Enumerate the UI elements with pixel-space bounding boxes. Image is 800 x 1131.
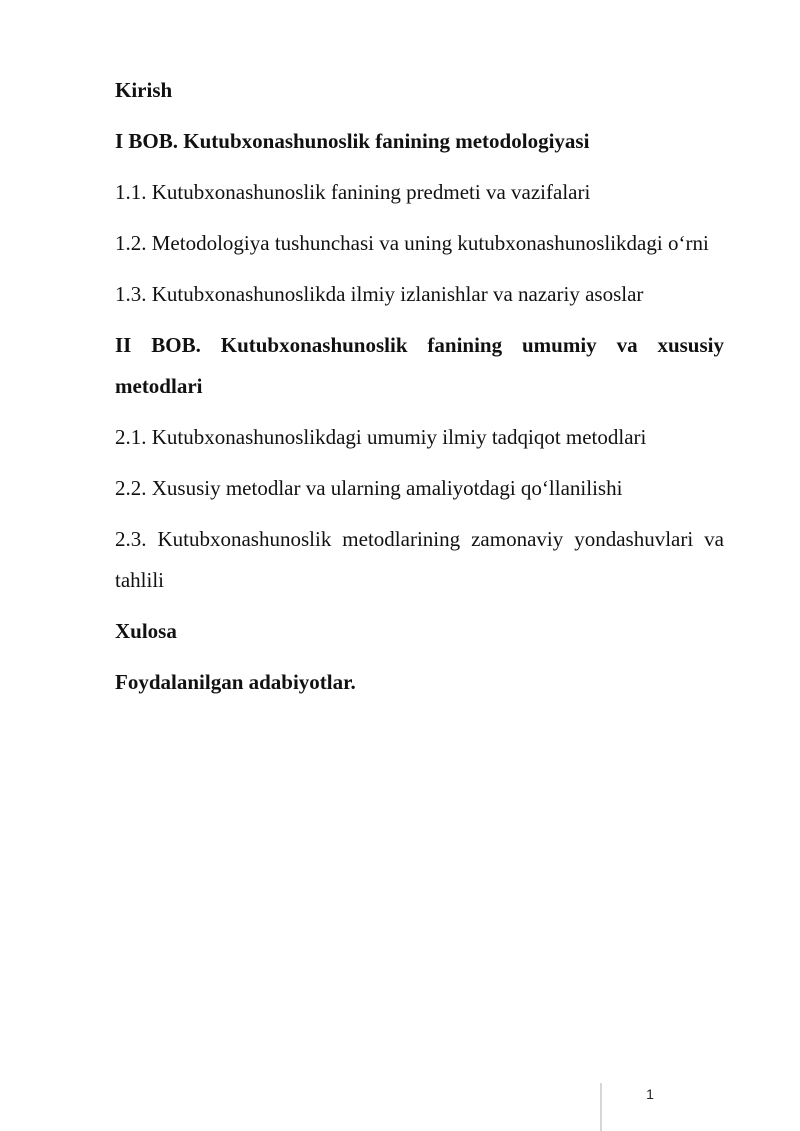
toc-entry-references: Foydalanilgan adabiyotlar.	[115, 670, 356, 694]
toc-entry-section-2-1: 2.1. Kutubxonashunoslikdagi umumiy ilmiy tadqiqot metodlari	[115, 425, 647, 449]
toc-entry-section-1-3: 1.3. Kutubxonashunoslikda ilmiy izlanishlar va nazariy asoslar	[115, 282, 644, 306]
toc-entry-introduction: Kirish	[115, 78, 173, 102]
page-number: 1	[646, 1086, 654, 1102]
toc-entry-conclusion: Xulosa	[115, 619, 177, 643]
toc-entry-section-1-2: 1.2. Metodologiya tushunchasi va uning kutubxonashunoslikdagi o‘rni	[115, 231, 709, 255]
toc-entry-section-2-2: 2.2. Xususiy metodlar va ularning amaliyotdagi qo‘llanilishi	[115, 476, 623, 500]
table-of-contents	[115, 70, 724, 713]
toc-entry-section-2-3: 2.3. Kutubxonashunoslik metodlarining zamonaviy yondashuvlari va tahlili	[115, 527, 724, 592]
page-number-divider	[600, 1083, 602, 1131]
toc-entry-chapter-1: I BOB. Kutubxonashunoslik fanining metodologiyasi	[115, 129, 590, 153]
toc-entry-section-1-1: 1.1. Kutubxonashunoslik fanining predmeti va vazifalari	[115, 180, 591, 204]
toc-entry-chapter-2: II BOB. Kutubxonashunoslik fanining umumiy va xususiy metodlari	[115, 333, 724, 398]
